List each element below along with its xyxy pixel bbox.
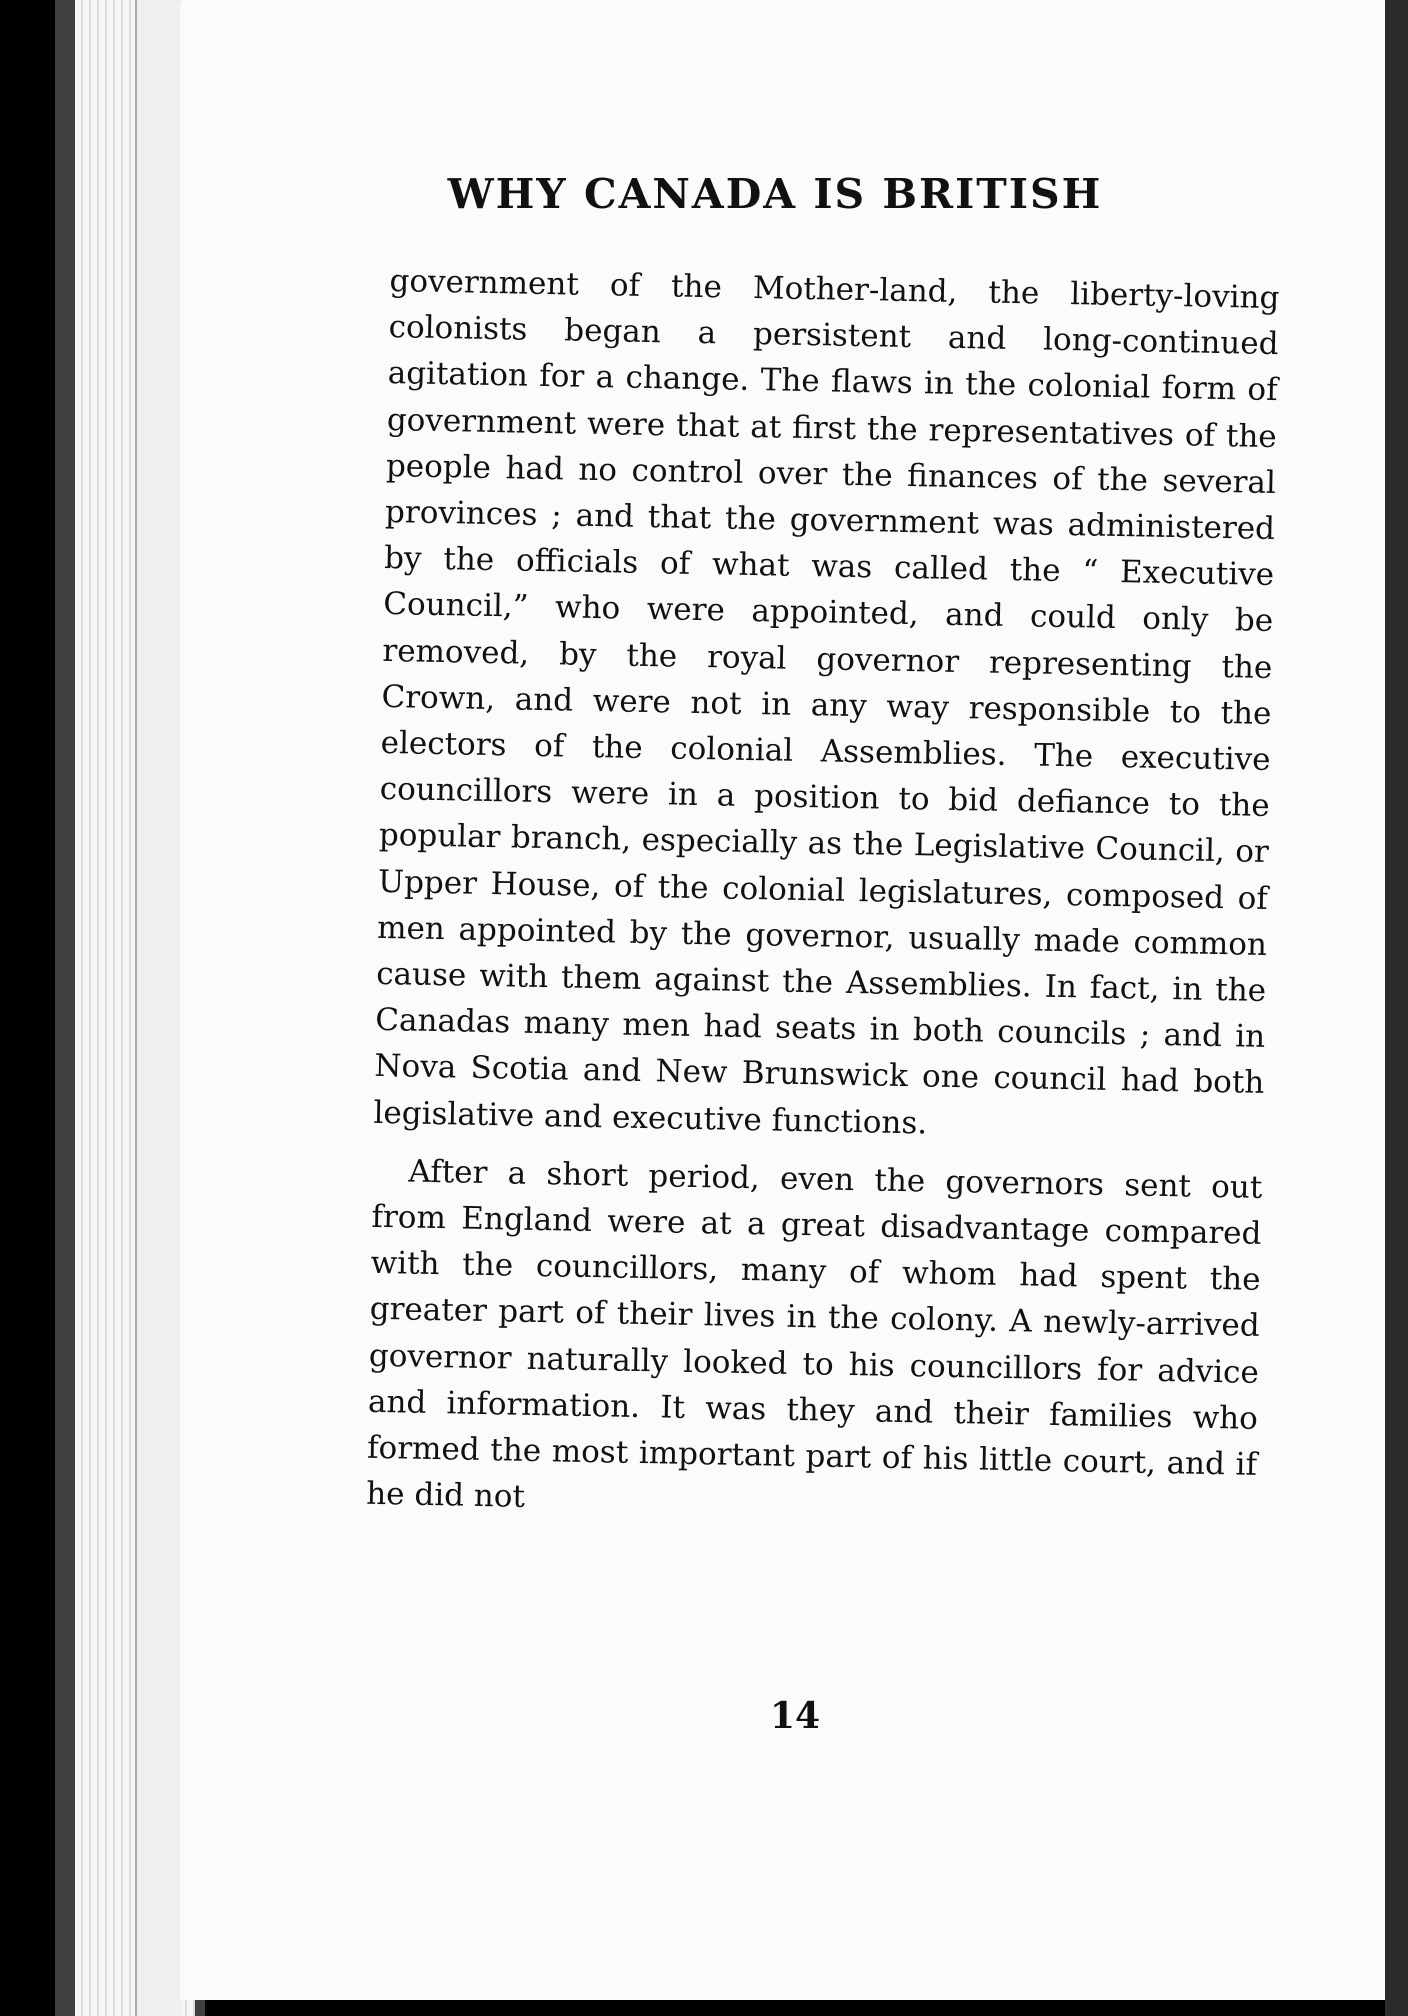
- paragraph-1: government of the Mother-land, the liberty-loving colonists began a persistent and long-continued agitation for a change. The flaws in the colonial form of government were that at first the representatives of the people had no control over the finances of the several provinces ; and that the government was administered by the officials of what was called the “ Executive Council,” who were appointed, and could only be removed, by the royal governor representing the Crown, and were not in any way responsible to the electors of the colonial Assemblies. The executive councillors were in a position to bid defiance to the popular branch, especially as the Legislative Council, or Upper House, of the colonial legislatures, composed of men appointed by the governor, usually made common cause with them against the Assemblies. In fact, in the Canadas many men had seats in both councils ; and in Nova Scotia and New Brunswick one council had both legislative and executive functions.: [373, 262, 1280, 1142]
- scan-border-right: [1385, 0, 1408, 2016]
- running-head: WHY CANADA IS BRITISH: [447, 170, 1103, 218]
- page-number: 14: [770, 1695, 821, 1737]
- body-text: [366, 258, 1280, 1534]
- page-stack-inner: [135, 0, 182, 2016]
- paragraph-2: After a short period, even the governors sent out from England were at a great disadvantage compared with the councillors, many of whom had spent the greater part of their lives in the colony. A newly-arrived governor naturally looked to his councillors for advice and information. It was they and their families who formed the most important part of his little court, and if he did not: [365, 1153, 1263, 1516]
